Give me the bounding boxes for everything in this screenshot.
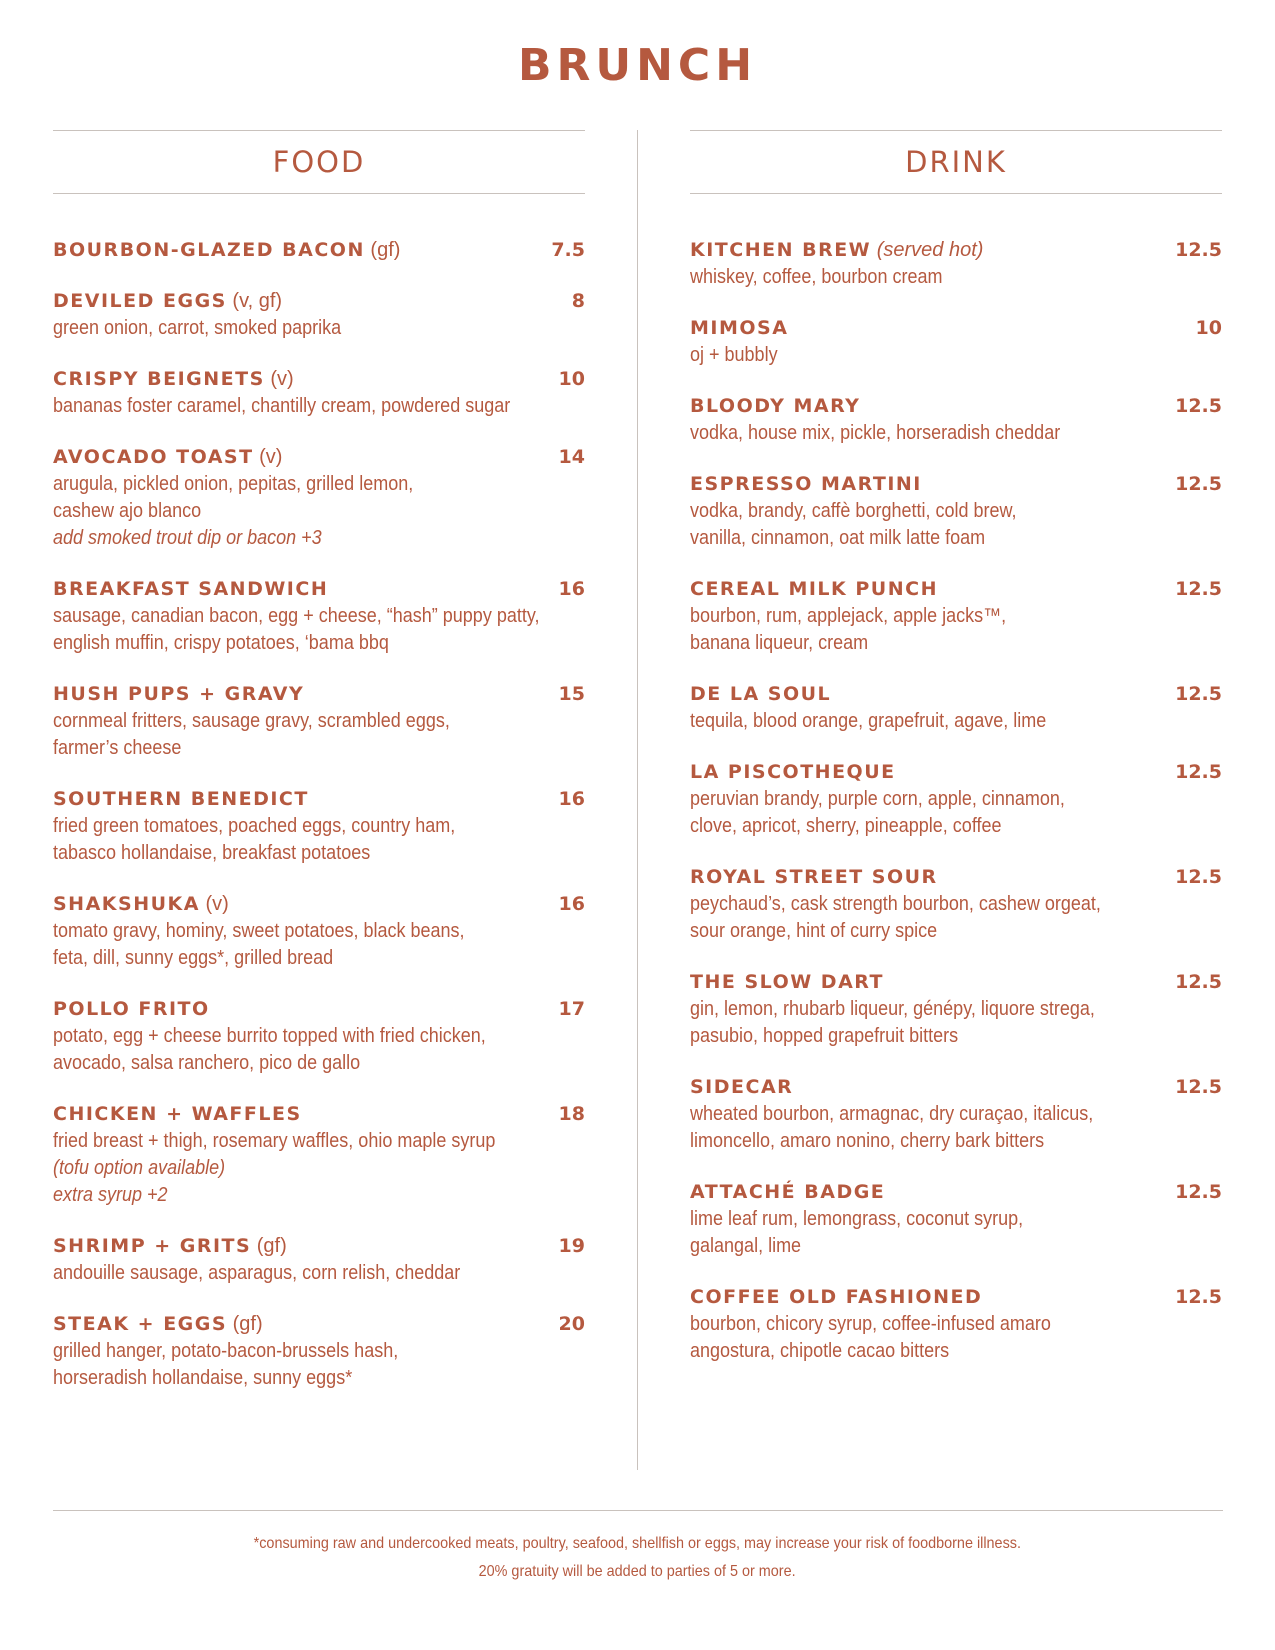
menu-item-description: lime leaf rum, lemongrass, coconut syrup, bbox=[690, 1208, 1024, 1230]
menu-item-description: galangal, lime bbox=[690, 1235, 802, 1257]
menu-item-header bbox=[53, 237, 585, 264]
menu-item-price: 12.5 bbox=[1175, 578, 1222, 600]
menu-item-tag: (v, gf) bbox=[226, 290, 283, 312]
menu-item-price: 16 bbox=[558, 788, 585, 810]
menu-item-price: 19 bbox=[558, 1235, 585, 1257]
drink-heading: DRINK bbox=[905, 145, 1007, 179]
menu-item-description: tomato gravy, hominy, sweet potatoes, black beans, bbox=[53, 920, 465, 942]
menu-item-tag: (v) bbox=[199, 893, 229, 915]
food-column bbox=[53, 130, 585, 1416]
menu-item-name: KITCHEN BREW bbox=[690, 239, 872, 261]
menu-item-description: green onion, carrot, smoked paprika bbox=[53, 317, 342, 339]
menu-item bbox=[53, 366, 585, 420]
menu-item-name: SHRIMP + GRITS bbox=[53, 1235, 252, 1257]
menu-item-description: limoncello, amaro nonino, cherry bark bitters bbox=[690, 1130, 1045, 1152]
menu-item bbox=[690, 237, 1222, 291]
menu-item bbox=[690, 576, 1222, 657]
menu-item-price: 20 bbox=[558, 1313, 585, 1335]
menu-item-description: clove, apricot, sherry, pineapple, coffee bbox=[690, 815, 1002, 837]
menu-item-tag: (v) bbox=[253, 446, 283, 468]
menu-item-price: 12.5 bbox=[1175, 1286, 1222, 1308]
menu-item-price: 16 bbox=[558, 578, 585, 600]
menu-item bbox=[690, 864, 1222, 945]
menu-item-header bbox=[53, 1233, 585, 1260]
menu-item-header bbox=[690, 393, 1222, 420]
menu-item-price: 12.5 bbox=[1175, 971, 1222, 993]
menu-item bbox=[53, 891, 585, 972]
menu-item bbox=[690, 1284, 1222, 1365]
menu-item-name: POLLO FRITO bbox=[53, 998, 210, 1020]
menu-item-description: avocado, salsa ranchero, pico de gallo bbox=[53, 1052, 361, 1074]
menu-item-price: 12.5 bbox=[1175, 1076, 1222, 1098]
menu-item-header bbox=[690, 681, 1222, 708]
menu-item-description: bourbon, rum, applejack, apple jacks™, bbox=[690, 605, 1007, 627]
menu-item-price: 16 bbox=[558, 893, 585, 915]
menu-item-description: tequila, blood orange, grapefruit, agave, lime bbox=[690, 710, 1047, 732]
menu-item-header bbox=[690, 471, 1222, 498]
menu-item bbox=[53, 444, 585, 552]
menu-item-description: peychaud’s, cask strength bourbon, cashew orgeat, bbox=[690, 893, 1101, 915]
menu-item-description: andouille sausage, asparagus, corn relish, cheddar bbox=[53, 1262, 461, 1284]
menu-item-price: 17 bbox=[558, 998, 585, 1020]
menu-item-header bbox=[690, 1074, 1222, 1101]
menu-item-tag: (served hot) bbox=[871, 239, 984, 261]
menu-item-name: LA PISCOTHEQUE bbox=[690, 761, 896, 783]
menu-item bbox=[53, 996, 585, 1077]
menu-item-name: BOURBON-GLAZED BACON bbox=[53, 239, 365, 261]
menu-item-description: cornmeal fritters, sausage gravy, scrambled eggs, bbox=[53, 710, 450, 732]
menu-item-price: 8 bbox=[571, 290, 585, 312]
menu-title: BRUNCH bbox=[517, 40, 758, 91]
menu-item bbox=[53, 576, 585, 657]
menu-item-price: 10 bbox=[558, 368, 585, 390]
menu-item-header bbox=[53, 288, 585, 315]
menu-item-name: MIMOSA bbox=[690, 317, 789, 339]
menu-item-price: 12.5 bbox=[1175, 683, 1222, 705]
menu-item-header bbox=[690, 576, 1222, 603]
menu-item-description: potato, egg + cheese burrito topped with fried chicken, bbox=[53, 1025, 486, 1047]
menu-item-description: bananas foster caramel, chantilly cream, powdered sugar bbox=[53, 395, 511, 417]
menu-item bbox=[690, 1074, 1222, 1155]
menu-item-price: 12.5 bbox=[1175, 473, 1222, 495]
menu-item bbox=[690, 969, 1222, 1050]
menu-item-description: cashew ajo blanco bbox=[53, 500, 202, 522]
menu-item-header bbox=[690, 864, 1222, 891]
menu-item-note: add smoked trout dip or bacon +3 bbox=[53, 527, 322, 549]
menu-item-description: sausage, canadian bacon, egg + cheese, “hash” puppy patty, bbox=[53, 605, 540, 627]
menu-item-description: tabasco hollandaise, breakfast potatoes bbox=[53, 842, 371, 864]
menu-item-tag: (gf) bbox=[364, 239, 401, 261]
menu-item bbox=[53, 786, 585, 867]
menu-item-name: CRISPY BEIGNETS bbox=[53, 368, 265, 390]
menu-item-header bbox=[53, 576, 585, 603]
menu-item bbox=[690, 1179, 1222, 1260]
menu-item-header bbox=[53, 786, 585, 813]
menu-item-header bbox=[690, 969, 1222, 996]
menu-item-description: whiskey, coffee, bourbon cream bbox=[690, 266, 943, 288]
menu-item-price: 12.5 bbox=[1175, 395, 1222, 417]
menu-item-name: ROYAL STREET SOUR bbox=[690, 866, 938, 888]
menu-item-name: ESPRESSO MARTINI bbox=[690, 473, 922, 495]
menu-item-description: english muffin, crispy potatoes, ‘bama bbq bbox=[53, 632, 389, 654]
menu-item-tag: (gf) bbox=[251, 1235, 287, 1257]
menu-item-header bbox=[53, 444, 585, 471]
menu-item-header bbox=[690, 1179, 1222, 1206]
column-divider bbox=[637, 130, 638, 1470]
menu-item-price: 12.5 bbox=[1175, 761, 1222, 783]
menu-item-header bbox=[53, 996, 585, 1023]
menu-item-description: gin, lemon, rhubarb liqueur, génépy, liquore strega, bbox=[690, 998, 1095, 1020]
menu-item bbox=[53, 288, 585, 342]
menu-item-price: 12.5 bbox=[1175, 239, 1222, 261]
menu-item-header bbox=[690, 315, 1222, 342]
menu-item bbox=[53, 237, 585, 264]
food-item-list bbox=[53, 194, 585, 1392]
menu-item-name: AVOCADO TOAST bbox=[53, 446, 254, 468]
menu-item-name: SIDECAR bbox=[690, 1076, 794, 1098]
menu-item-price: 18 bbox=[558, 1103, 585, 1125]
menu-item-header bbox=[690, 237, 1222, 264]
menu-item-description: vanilla, cinnamon, oat milk latte foam bbox=[690, 527, 986, 549]
menu-item bbox=[53, 1101, 585, 1209]
menu-item-name: ATTACHÉ BADGE bbox=[690, 1181, 886, 1203]
menu-item-header bbox=[690, 1284, 1222, 1311]
food-heading: FOOD bbox=[272, 145, 366, 179]
menu-item-name: STEAK + EGGS bbox=[53, 1313, 228, 1335]
menu-item-price: 12.5 bbox=[1175, 866, 1222, 888]
menu-item-description: pasubio, hopped grapefruit bitters bbox=[690, 1025, 959, 1047]
menu-item-header bbox=[53, 891, 585, 918]
menu-item-note: extra syrup +2 bbox=[53, 1184, 168, 1206]
menu-item bbox=[53, 681, 585, 762]
menu-item-description: farmer’s cheese bbox=[53, 737, 182, 759]
menu-item-description: grilled hanger, potato-bacon-brussels hash, bbox=[53, 1340, 399, 1362]
menu-item-description: peruvian brandy, purple corn, apple, cinnamon, bbox=[690, 788, 1065, 810]
menu-item-name: CEREAL MILK PUNCH bbox=[690, 578, 938, 600]
menu-item-name: THE SLOW DART bbox=[690, 971, 885, 993]
menu-item-price: 15 bbox=[558, 683, 585, 705]
menu-item bbox=[690, 759, 1222, 840]
menu-item-description: wheated bourbon, armagnac, dry curaçao, italicus, bbox=[690, 1103, 1094, 1125]
menu-item-description: angostura, chipotle cacao bitters bbox=[690, 1340, 950, 1362]
menu-item-name: HUSH PUPS + GRAVY bbox=[53, 683, 305, 705]
menu-item bbox=[690, 315, 1222, 369]
menu-item-price: 7.5 bbox=[551, 239, 585, 261]
menu-item-description: bourbon, chicory syrup, coffee-infused amaro bbox=[690, 1313, 1051, 1335]
menu-item-header bbox=[53, 366, 585, 393]
menu-item-description: sour orange, hint of curry spice bbox=[690, 920, 938, 942]
menu-item-description: banana liqueur, cream bbox=[690, 632, 869, 654]
menu-item-name: CHICKEN + WAFFLES bbox=[53, 1103, 302, 1125]
menu-item-header bbox=[690, 759, 1222, 786]
menu-item-price: 10 bbox=[1195, 317, 1222, 339]
menu-item bbox=[53, 1311, 585, 1392]
menu-item-header bbox=[53, 681, 585, 708]
drink-column bbox=[690, 130, 1222, 1389]
menu-item-description: fried breast + thigh, rosemary waffles, ohio maple syrup bbox=[53, 1130, 496, 1152]
menu-item-name: DEVILED EGGS bbox=[53, 290, 227, 312]
menu-item-note: (tofu option available) bbox=[53, 1157, 226, 1179]
menu-item-header bbox=[53, 1311, 585, 1338]
menu-item-name: DE LA SOUL bbox=[690, 683, 832, 705]
menu-item-description: oj + bubbly bbox=[690, 344, 778, 366]
menu-item bbox=[690, 393, 1222, 447]
menu-item-name: BLOODY MARY bbox=[690, 395, 861, 417]
footer-divider bbox=[53, 1510, 1223, 1511]
menu-item-description: vodka, brandy, caffè borghetti, cold brew, bbox=[690, 500, 1017, 522]
menu-item-description: fried green tomatoes, poached eggs, country ham, bbox=[53, 815, 456, 837]
menu-item-name: COFFEE OLD FASHIONED bbox=[690, 1286, 983, 1308]
menu-item-description: horseradish hollandaise, sunny eggs* bbox=[53, 1367, 353, 1389]
menu-item-price: 12.5 bbox=[1175, 1181, 1222, 1203]
menu-item-name: SOUTHERN BENEDICT bbox=[53, 788, 309, 810]
menu-item-description: feta, dill, sunny eggs*, grilled bread bbox=[53, 947, 334, 969]
footer-gratuity: 20% gratuity will be added to parties of 5 or more. bbox=[479, 1563, 796, 1580]
menu-item-description: vodka, house mix, pickle, horseradish cheddar bbox=[690, 422, 1061, 444]
menu-item-name: SHAKSHUKA bbox=[53, 893, 200, 915]
footer-disclaimer: *consuming raw and undercooked meats, poultry, seafood, shellfish or eggs, may increase your risk of foodborne illness. bbox=[253, 1535, 1022, 1552]
menu-item-header bbox=[53, 1101, 585, 1128]
menu-item-description: arugula, pickled onion, pepitas, grilled lemon, bbox=[53, 473, 414, 495]
menu-item bbox=[690, 681, 1222, 735]
menu-item-price: 14 bbox=[558, 446, 585, 468]
menu-item bbox=[53, 1233, 585, 1287]
menu-item-tag: (v) bbox=[264, 368, 294, 390]
menu-item bbox=[690, 471, 1222, 552]
drink-item-list bbox=[690, 194, 1222, 1365]
menu-item-name: BREAKFAST SANDWICH bbox=[53, 578, 329, 600]
menu-item-tag: (gf) bbox=[227, 1313, 263, 1335]
